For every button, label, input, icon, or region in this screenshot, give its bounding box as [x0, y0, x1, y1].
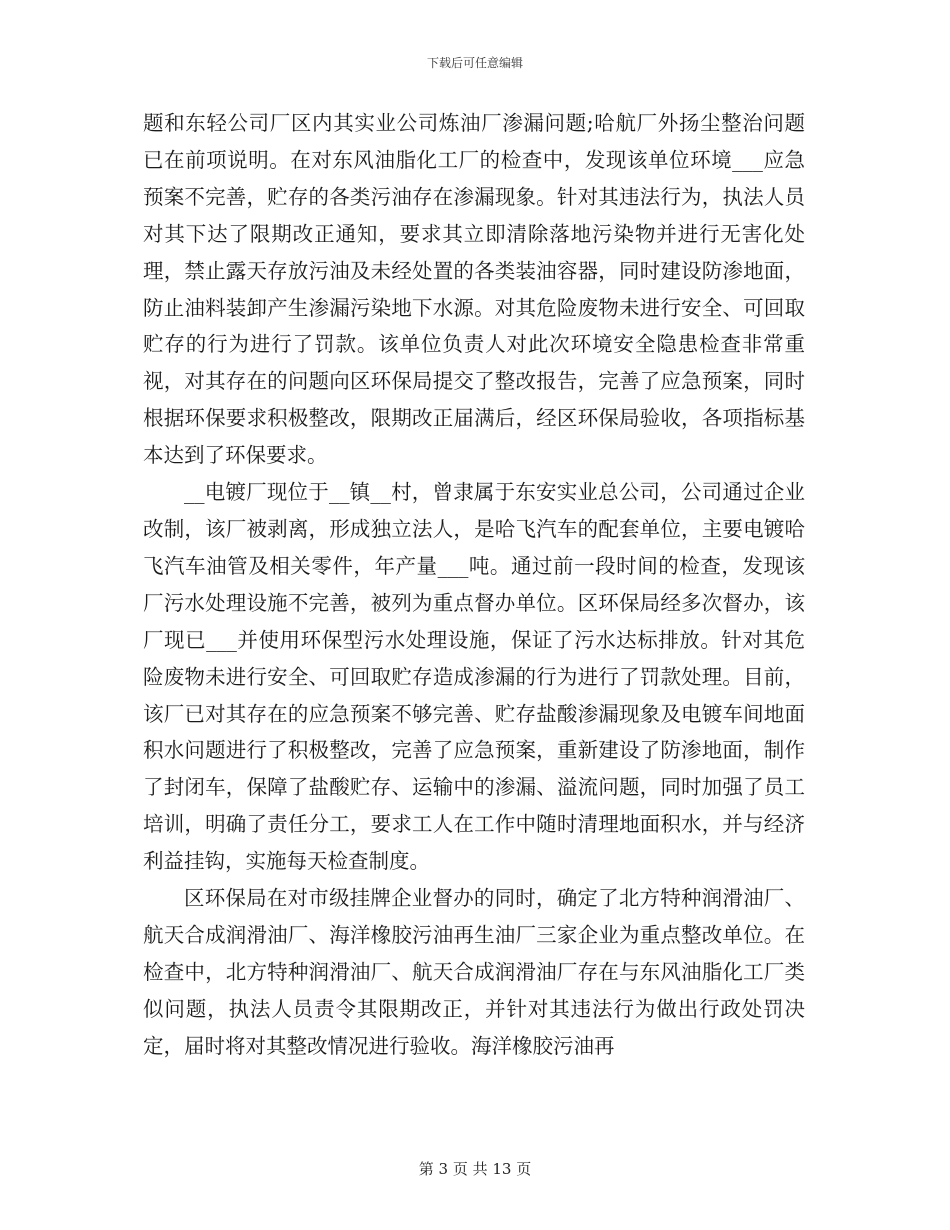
- paragraph-3: 区环保局在对市级挂牌企业督办的同时，确定了北方特种润滑油厂、航天合成润滑油厂、海洋橡胶污油再生油厂三家企业为重点整改单位。在检查中，北方特种润滑油厂、航天合成润滑油厂存在与东风油脂化工厂类似问题，执法人员责令其限期改正，并针对其违法行为做出行政处罚决定，届时将对其整改情况进行验收。海洋橡胶污油再: [143, 886, 805, 1058]
- paragraph-2: __电镀厂现位于__镇__村，曾隶属于东安实业总公司，公司通过企业改制，该厂被剥离，形成独立法人，是哈飞汽车的配套单位，主要电镀哈飞汽车油管及相关零件，年产量___吨。通过前一段时间的检查，发现该厂污水处理设施不完善，被列为重点督办单位。区环保局经多次督办，该厂现已___并使用环保型污水处理设施，保证了污水达标排放。针对其危险废物未进行安全、可回取贮存造成渗漏的行为进行了罚款处理。目前，该厂已对其存在的应急预案不够完善、贮存盐酸渗漏现象及电镀车间地面积水问题进行了积极整改，完善了应急预案，重新建设了防渗地面，制作了封闭车，保障了盐酸贮存、运输中的渗漏、溢流问题，同时加强了员工培训，明确了责任分工，要求工人在工作中随时清理地面积水，并与经济利益挂钩，实施每天检查制度。: [143, 480, 805, 874]
- document-body: [143, 105, 805, 1065]
- paragraph-1: 题和东轻公司厂区内其实业公司炼油厂渗漏问题;哈航厂外扬尘整治问题已在前项说明。在对东风油脂化工厂的检查中，发现该单位环境___应急预案不完善，贮存的各类污油存在渗漏现象。针对其违法行为，执法人员对其下达了限期改正通知，要求其立即清除落地污染物并进行无害化处理，禁止露天存放污油及未经处置的各类装油容器，同时建设防渗地面，防止油料装卸产生渗漏污染地下水源。对其危险废物未进行安全、可回取贮存的行为进行了罚款。该单位负责人对此次环境安全隐患检查非常重视，对其存在的问题向区环保局提交了整改报告，完善了应急预案，同时根据环保要求积极整改，限期改正届满后，经区环保局验收，各项指标基本达到了环保要求。: [143, 111, 805, 468]
- page-header: 下载后可任意编辑: [426, 56, 523, 70]
- page-number-footer: 第 3 页 共 13 页: [418, 1160, 532, 1178]
